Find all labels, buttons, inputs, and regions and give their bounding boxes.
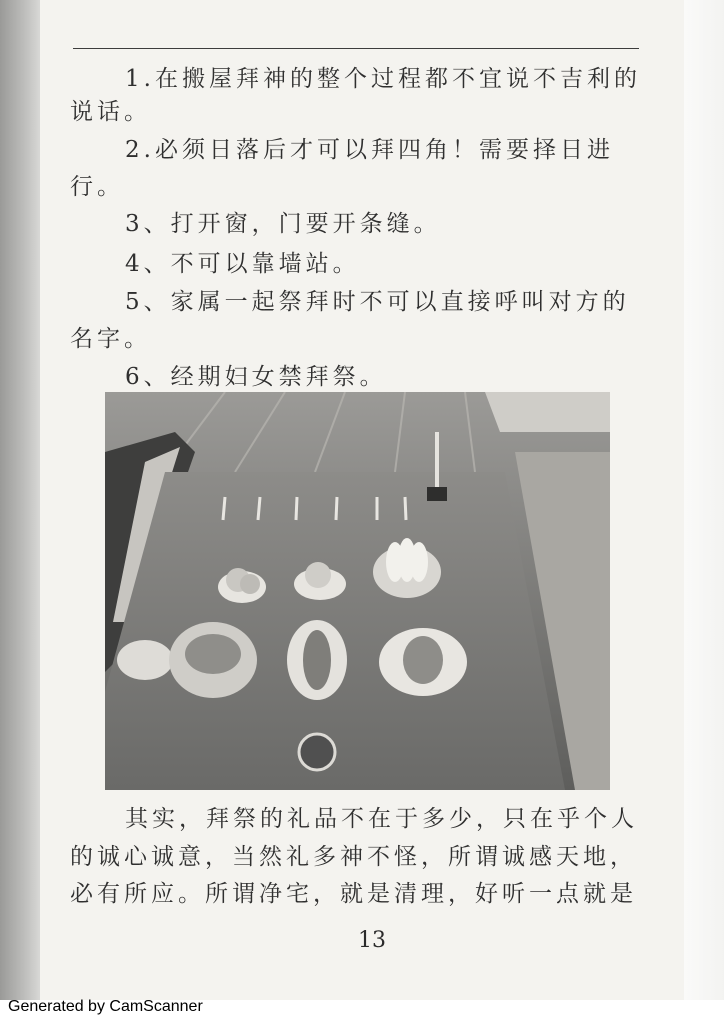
scan-right-margin: [684, 0, 724, 1000]
text-line-10: 其实，拜祭的礼品不在于多少，只在乎个人: [125, 806, 638, 832]
text-line-8: 名字。: [70, 326, 151, 352]
header-rule: [73, 48, 639, 49]
text-line-9: 6、经期妇女禁拜祭。: [125, 364, 387, 390]
text-line-12: 必有所应。所谓净宅，就是清理，好听一点就是: [70, 881, 637, 907]
text-line-7: 5、家属一起祭拜时不可以直接呼叫对方的: [125, 289, 630, 315]
text-line-5: 3、打开窗，门要开条缝。: [125, 211, 441, 237]
text-line-4: 行。: [70, 174, 124, 200]
text-line-6: 4、不可以靠墙站。: [125, 251, 360, 277]
text-line-11: 的诚心诚意，当然礼多神不怪，所谓诚感天地，: [70, 844, 637, 870]
offerings-photo: [105, 392, 610, 790]
text-line-3: 2.必须日落后才可以拜四角！需要择日进: [125, 137, 614, 163]
page-number: 13: [358, 928, 386, 953]
offerings-photo-image: [105, 392, 610, 790]
scan-left-edge: [0, 0, 40, 1000]
text-line-2: 说话。: [70, 99, 151, 125]
text-line-1: 1.在搬屋拜神的整个过程都不宜说不吉利的: [125, 66, 641, 92]
generated-by-label: Generated by CamScanner: [8, 998, 203, 1015]
